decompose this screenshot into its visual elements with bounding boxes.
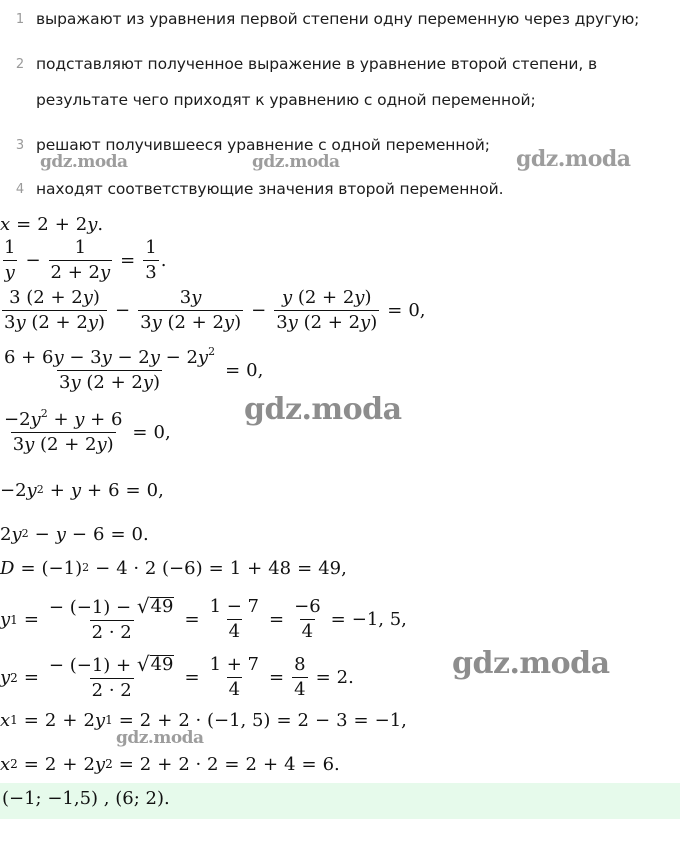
step-text: решают получившееся уравнение с одной переменной; <box>36 136 490 154</box>
math-line-simplified: $\frac{-2y^2 + y + 6}{3y (2 + 2y)}$ = 0, <box>4 407 171 455</box>
math-line-quadratic-normalized: 2 y 2 − y − 6 = 0. <box>0 523 149 545</box>
math-line-discriminant: D = (−1) 2 − 4 · 2 (−6) = 1 + 48 = 49, <box>0 557 347 579</box>
math-line-common-denominator: $\frac{3 (2 + 2y)}{3y (2 + 2y)}$ − $\frac{3y}{3y (2 + 2y)}$ − $\frac{y (2 + 2y)}{3y (2 + 2y)}$ = 0, <box>4 287 426 333</box>
math-line-root-y1: y 1 = − (−1) − √ 49 2 · 2 = $\frac{1 - 7}{4}$ = $\frac{-6}{4}$ = −1, 5, <box>0 594 407 643</box>
step-text: находят соответствующие значения второй переменной. <box>36 180 504 198</box>
watermark: gdz.moda <box>516 146 631 172</box>
watermark: gdz.moda <box>116 728 204 748</box>
math-line-equation: $\frac{1}{y}$ − $\frac{1}{2 + 2y}$ = $\frac{1}{3}$ . <box>4 237 167 283</box>
math-line-expanded: $\frac{6 + 6y - 3y - 2y - 2y^2}{3y (2 + 2y)}$ = 0, <box>4 345 264 393</box>
math-line-x-expression: x = 2 + 2 y . <box>0 213 104 235</box>
watermark: gdz.moda <box>252 152 340 172</box>
step-text: результате чего приходят к уравнению с одной переменной; <box>36 91 536 109</box>
watermark: gdz.moda <box>40 152 128 172</box>
step-number: 4 <box>15 182 25 197</box>
step-number: 3 <box>15 138 25 153</box>
step-number: 1 <box>15 12 25 27</box>
math-line-root-y2: y 2 = − (−1) + √ 49 2 · 2 = $\frac{1 + 7}{4}$ = $\frac{8}{4}$ = 2. <box>0 652 354 701</box>
math-line-x1: x 1 = 2 + 2 y 1 = 2 + 2 · (−1, 5) = 2 − 3 = −1, <box>0 709 407 731</box>
watermark: gdz.moda <box>244 392 402 427</box>
step-text: подставляют полученное выражение в уравнение второй степени, в <box>36 55 598 73</box>
step-text: выражают из уравнения первой степени одну переменную через другую; <box>36 10 640 28</box>
watermark: gdz.moda <box>452 646 610 681</box>
step-number: 2 <box>15 57 25 72</box>
math-line-quadratic: −2 y 2 + y + 6 = 0, <box>0 479 164 501</box>
math-line-x2: x 2 = 2 + 2 y 2 = 2 + 2 · 2 = 2 + 4 = 6. <box>0 753 340 775</box>
answer-text: (−1; −1,5) , (6; 2). <box>2 788 170 809</box>
